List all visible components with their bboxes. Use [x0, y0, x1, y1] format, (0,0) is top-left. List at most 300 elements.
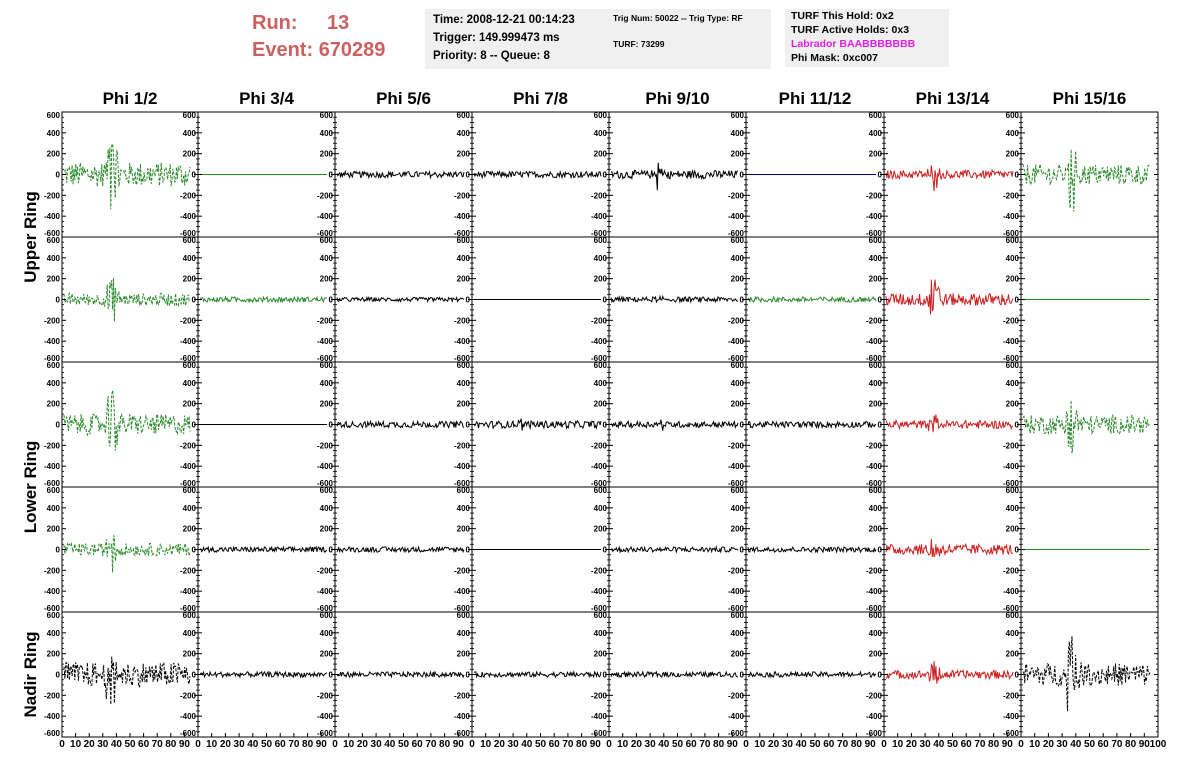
y-tick-label: 400: [182, 378, 196, 388]
y-tick-label: -200: [727, 316, 744, 326]
time-text: Time: 2008-12-21 00:14:23: [433, 14, 575, 26]
x-tick-label: 80: [1125, 739, 1137, 750]
x-tick-label: 10: [206, 739, 218, 750]
y-tick-label: 200: [456, 274, 470, 284]
waveform-trace: [748, 672, 876, 677]
y-tick-label: -200: [590, 691, 607, 701]
column-title: Phi 15/16: [1052, 89, 1127, 108]
y-tick-label: -600: [590, 354, 607, 363]
y-tick-label: -600: [179, 479, 196, 488]
y-tick-label: -600: [590, 229, 607, 238]
x-tick-label: 70: [837, 739, 849, 750]
waveform-trace: [474, 171, 601, 177]
y-tick-label: 600: [319, 236, 333, 245]
y-tick-label: 0: [877, 670, 882, 680]
y-tick-label: 400: [1005, 503, 1019, 513]
x-tick-label: 10: [70, 739, 82, 750]
y-tick-label: 0: [739, 545, 744, 555]
y-tick-label: 600: [868, 486, 882, 495]
column-title: Phi 3/4: [239, 89, 294, 108]
x-tick-label: 20: [905, 739, 917, 750]
y-tick-label: 400: [1005, 628, 1019, 638]
waveform-trace: [1023, 149, 1150, 211]
y-tick-label: -400: [1002, 337, 1019, 347]
y-tick-label: 200: [730, 524, 744, 534]
y-tick-label: -400: [316, 587, 333, 597]
y-tick-label: 400: [868, 628, 882, 638]
y-tick-label: 400: [46, 128, 60, 138]
y-tick-label: -400: [865, 337, 882, 347]
waveform-trace: [337, 672, 464, 677]
y-tick-label: 0: [602, 420, 607, 430]
x-tick-label: 70: [974, 739, 986, 750]
y-tick-label: 400: [456, 128, 470, 138]
y-tick-label: -600: [727, 604, 744, 613]
x-tick-label: 0: [743, 739, 749, 750]
waveform-trace: [886, 415, 1013, 433]
y-tick-label: 0: [1014, 670, 1019, 680]
y-tick-label: 200: [46, 274, 60, 284]
y-tick-label: 600: [319, 486, 333, 495]
y-tick-label: 200: [46, 399, 60, 409]
waveform-trace: [474, 672, 601, 677]
x-tick-label: 70: [562, 739, 574, 750]
y-tick-label: 400: [46, 628, 60, 638]
waveform-trace: [1023, 400, 1150, 453]
y-tick-label: 400: [182, 628, 196, 638]
y-tick-label: -200: [453, 566, 470, 576]
x-tick-label: 60: [274, 739, 286, 750]
waveform-trace: [64, 390, 190, 450]
x-tick-label: 60: [548, 739, 560, 750]
y-tick-label: 0: [877, 295, 882, 305]
y-tick-label: -600: [1002, 604, 1019, 613]
y-tick-label: -200: [316, 566, 333, 576]
y-tick-label: 400: [593, 378, 607, 388]
y-tick-label: 400: [868, 253, 882, 263]
y-tick-label: -200: [316, 441, 333, 451]
y-tick-label: 600: [46, 611, 60, 620]
y-tick-label: -200: [1002, 441, 1019, 451]
x-tick-label: 10: [480, 739, 492, 750]
y-tick-label: 400: [46, 503, 60, 513]
y-tick-label: 0: [191, 420, 196, 430]
y-tick-label: -600: [590, 604, 607, 613]
y-tick-label: 0: [55, 670, 60, 680]
y-tick-label: -400: [43, 587, 60, 597]
y-tick-label: -400: [179, 462, 196, 472]
y-tick-label: 600: [593, 111, 607, 120]
y-tick-label: -600: [453, 354, 470, 363]
y-tick-label: -400: [179, 212, 196, 222]
y-tick-label: -400: [43, 212, 60, 222]
y-tick-label: 600: [46, 236, 60, 245]
y-tick-label: 200: [46, 524, 60, 534]
y-tick-label: 600: [730, 111, 744, 120]
y-tick-label: 0: [328, 545, 333, 555]
waveform-trace: [1023, 636, 1150, 711]
x-tick-label: 90: [589, 739, 601, 750]
y-tick-label: 600: [456, 236, 470, 245]
column-title: Phi 1/2: [102, 89, 158, 108]
y-tick-label: -200: [453, 441, 470, 451]
column-title: Phi 13/14: [915, 89, 990, 108]
y-tick-label: -200: [316, 191, 333, 201]
y-tick-label: 0: [739, 170, 744, 180]
y-tick-label: 600: [868, 236, 882, 245]
y-tick-label: 200: [868, 649, 882, 659]
waveform-trace: [337, 171, 464, 177]
x-tick-label: 20: [630, 739, 642, 750]
y-tick-label: 600: [868, 361, 882, 370]
y-tick-label: 200: [730, 149, 744, 159]
y-tick-label: 0: [465, 170, 470, 180]
y-tick-label: -200: [590, 316, 607, 326]
y-tick-label: -400: [316, 337, 333, 347]
x-tick-label: 40: [384, 739, 396, 750]
x-tick-label: 20: [768, 739, 780, 750]
x-tick-label: 60: [138, 739, 150, 750]
waveform-trace: [611, 672, 738, 677]
x-tick-label: 60: [960, 739, 972, 750]
y-tick-label: -600: [453, 479, 470, 488]
waveform-trace: [64, 535, 190, 572]
y-tick-label: -400: [1002, 212, 1019, 222]
y-tick-label: 200: [182, 149, 196, 159]
y-tick-label: 600: [730, 611, 744, 620]
y-tick-label: 0: [1014, 420, 1019, 430]
x-tick-label: 70: [425, 739, 437, 750]
turf-this-hold-text: TURF This Hold: 0x2: [791, 10, 894, 22]
y-tick-label: -400: [453, 462, 470, 472]
y-tick-label: 400: [730, 628, 744, 638]
y-tick-label: 0: [602, 170, 607, 180]
x-tick-label: 30: [781, 739, 793, 750]
x-tick-label: 10: [1029, 739, 1041, 750]
y-tick-label: -200: [453, 691, 470, 701]
x-tick-label: 10: [343, 739, 355, 750]
y-tick-label: -600: [727, 354, 744, 363]
y-tick-label: 200: [730, 399, 744, 409]
x-tick-label: 70: [1111, 739, 1123, 750]
y-tick-label: -600: [179, 729, 196, 738]
y-tick-label: -400: [590, 462, 607, 472]
y-tick-label: 200: [46, 649, 60, 659]
x-tick-label: 30: [507, 739, 519, 750]
turf-text: TURF: 73299: [613, 39, 665, 49]
y-tick-label: -400: [727, 212, 744, 222]
waveform-trace: [748, 547, 876, 552]
x-tick-label: 50: [1083, 739, 1096, 750]
y-tick-label: 200: [593, 399, 607, 409]
y-tick-label: 200: [182, 399, 196, 409]
y-tick-label: -200: [179, 441, 196, 451]
y-tick-label: 200: [456, 149, 470, 159]
x-tick-label: 20: [493, 739, 505, 750]
y-tick-label: 0: [602, 545, 607, 555]
y-tick-label: 200: [1005, 524, 1019, 534]
y-tick-label: 600: [319, 611, 333, 620]
y-tick-label: -400: [316, 712, 333, 722]
y-tick-label: -200: [43, 566, 60, 576]
y-tick-label: 600: [868, 111, 882, 120]
y-tick-label: 600: [182, 361, 196, 370]
y-tick-label: 600: [182, 236, 196, 245]
y-tick-label: 400: [730, 253, 744, 263]
y-tick-label: 0: [1014, 295, 1019, 305]
waveform-trace: [337, 297, 464, 301]
y-tick-label: -200: [865, 191, 882, 201]
y-tick-label: -400: [590, 587, 607, 597]
y-tick-label: -600: [865, 354, 882, 363]
turf-active-holds-text: TURF Active Holds: 0x3: [791, 24, 910, 36]
y-tick-label: 0: [739, 295, 744, 305]
y-tick-label: 600: [1005, 486, 1019, 495]
y-tick-label: -200: [453, 316, 470, 326]
y-tick-label: 0: [191, 295, 196, 305]
x-tick-label: 50: [124, 739, 136, 750]
x-tick-label: 30: [97, 739, 109, 750]
y-tick-label: 200: [1005, 649, 1019, 659]
y-tick-label: -200: [865, 316, 882, 326]
y-tick-label: -200: [43, 316, 60, 326]
x-tick-label: 50: [671, 739, 684, 750]
y-tick-label: -600: [316, 229, 333, 238]
y-tick-label: 400: [593, 128, 607, 138]
y-tick-label: 0: [877, 545, 882, 555]
y-tick-label: 0: [55, 420, 60, 430]
y-tick-label: -400: [865, 462, 882, 472]
y-tick-label: -400: [590, 712, 607, 722]
y-tick-label: -200: [865, 691, 882, 701]
y-tick-label: 0: [328, 295, 333, 305]
y-tick-label: 600: [456, 486, 470, 495]
y-tick-label: -600: [179, 604, 196, 613]
x-tick-label: 40: [521, 739, 533, 750]
run-value: 13: [327, 12, 350, 34]
x-tick-label: 90: [452, 739, 464, 750]
y-tick-label: 600: [730, 486, 744, 495]
y-tick-label: 400: [1005, 378, 1019, 388]
y-tick-label: 400: [456, 253, 470, 263]
x-tick-label: 40: [658, 739, 670, 750]
y-tick-label: -600: [179, 229, 196, 238]
row-title: Nadir Ring: [21, 631, 40, 718]
y-tick-label: -600: [865, 229, 882, 238]
y-tick-label: 200: [868, 274, 882, 284]
y-tick-label: -400: [43, 462, 60, 472]
x-tick-label: 40: [110, 739, 122, 750]
y-tick-label: -600: [590, 729, 607, 738]
y-tick-label: 400: [868, 378, 882, 388]
y-tick-label: -200: [590, 441, 607, 451]
y-tick-label: 600: [868, 611, 882, 620]
y-tick-label: 200: [593, 649, 607, 659]
waveform-trace: [64, 278, 190, 322]
y-tick-label: -200: [590, 191, 607, 201]
x-tick-label: 40: [1070, 739, 1082, 750]
x-tick-label: 60: [411, 739, 423, 750]
y-tick-label: 200: [593, 274, 607, 284]
x-tick-label: 0: [1018, 739, 1024, 750]
x-tick-label: 90: [1138, 739, 1150, 750]
y-tick-label: -600: [43, 604, 60, 613]
x-tick-label: 70: [699, 739, 711, 750]
y-tick-label: -600: [1002, 354, 1019, 363]
y-tick-label: -600: [727, 729, 744, 738]
y-tick-label: 400: [456, 628, 470, 638]
x-tick-label: 30: [919, 739, 931, 750]
x-tick-label: 70: [288, 739, 300, 750]
trigger-text: Trigger: 149.999473 ms: [433, 32, 560, 44]
x-tick-label: 40: [795, 739, 807, 750]
x-tick-label: 90: [864, 739, 876, 750]
y-tick-label: 200: [456, 649, 470, 659]
y-tick-label: 200: [868, 149, 882, 159]
y-tick-label: -200: [727, 566, 744, 576]
y-tick-label: 0: [191, 545, 196, 555]
x-tick-label: 10: [892, 739, 904, 750]
y-tick-label: -600: [316, 729, 333, 738]
y-tick-label: 600: [593, 486, 607, 495]
y-tick-label: 600: [46, 111, 60, 120]
y-tick-label: 0: [602, 670, 607, 680]
x-tick-label: 20: [83, 739, 95, 750]
y-tick-label: -200: [453, 191, 470, 201]
y-tick-label: -600: [865, 479, 882, 488]
y-tick-label: 200: [868, 524, 882, 534]
x-tick-label: 90: [726, 739, 738, 750]
y-tick-label: -600: [43, 229, 60, 238]
y-tick-label: 0: [739, 670, 744, 680]
phi-mask-text: Phi Mask: 0xc007: [791, 52, 878, 64]
y-tick-label: -400: [727, 337, 744, 347]
y-tick-label: 600: [46, 486, 60, 495]
y-tick-label: -600: [316, 354, 333, 363]
waveform-trace: [748, 297, 876, 302]
waveform-trace: [748, 421, 876, 427]
priority-text: Priority: 8 -- Queue: 8: [433, 50, 550, 62]
y-tick-label: -200: [590, 566, 607, 576]
y-tick-label: -400: [316, 212, 333, 222]
column-title: Phi 5/6: [376, 89, 431, 108]
y-tick-label: -200: [727, 191, 744, 201]
panel-frame: [198, 237, 335, 362]
y-tick-label: -400: [727, 462, 744, 472]
y-tick-label: -200: [179, 691, 196, 701]
y-tick-label: 0: [55, 170, 60, 180]
x-tick-label: 80: [713, 739, 725, 750]
waveform-trace: [611, 163, 738, 190]
y-tick-label: 400: [1005, 253, 1019, 263]
x-tick-label: 80: [302, 739, 314, 750]
y-tick-label: 600: [1005, 611, 1019, 620]
y-tick-label: 200: [1005, 274, 1019, 284]
y-tick-label: 400: [182, 503, 196, 513]
x-tick-label: 90: [178, 739, 190, 750]
x-tick-label: 10: [754, 739, 766, 750]
y-tick-label: -600: [43, 354, 60, 363]
y-tick-label: -600: [453, 229, 470, 238]
y-tick-label: -200: [43, 441, 60, 451]
y-tick-label: -200: [865, 566, 882, 576]
y-tick-label: -600: [43, 729, 60, 738]
waveform-trace: [611, 296, 738, 302]
y-tick-label: -400: [590, 212, 607, 222]
waveform-trace: [337, 547, 464, 552]
y-tick-label: 0: [191, 670, 196, 680]
y-tick-label: -200: [43, 191, 60, 201]
y-tick-label: 600: [1005, 236, 1019, 245]
y-tick-label: 200: [1005, 149, 1019, 159]
y-tick-label: 600: [1005, 361, 1019, 370]
y-tick-label: 0: [602, 295, 607, 305]
y-tick-label: 600: [730, 361, 744, 370]
x-tick-label: 90: [315, 739, 327, 750]
y-tick-label: 400: [319, 628, 333, 638]
y-tick-label: 200: [319, 274, 333, 284]
y-tick-label: 600: [182, 111, 196, 120]
y-tick-label: -400: [453, 337, 470, 347]
y-tick-label: -400: [1002, 462, 1019, 472]
panel-frame: [62, 612, 198, 737]
x-tick-label: 20: [1042, 739, 1054, 750]
y-tick-label: -200: [727, 691, 744, 701]
y-tick-label: 600: [730, 236, 744, 245]
y-tick-label: 0: [877, 170, 882, 180]
waveform-trace: [64, 144, 190, 209]
y-tick-label: -200: [1002, 316, 1019, 326]
waveform-trace: [200, 297, 327, 302]
y-tick-label: 200: [1005, 399, 1019, 409]
y-tick-label: -600: [1002, 479, 1019, 488]
y-tick-label: -200: [1002, 691, 1019, 701]
x-tick-label: 30: [233, 739, 245, 750]
y-tick-label: -400: [179, 337, 196, 347]
y-tick-label: 0: [55, 545, 60, 555]
y-tick-label: 600: [456, 361, 470, 370]
y-tick-label: -200: [179, 191, 196, 201]
y-tick-label: 0: [328, 670, 333, 680]
y-tick-label: 0: [55, 295, 60, 305]
y-tick-label: 600: [593, 611, 607, 620]
y-tick-label: 600: [319, 111, 333, 120]
y-tick-label: 200: [182, 274, 196, 284]
x-tick-label: 80: [576, 739, 588, 750]
y-tick-label: 0: [191, 170, 196, 180]
y-tick-label: -200: [179, 566, 196, 576]
y-tick-label: 400: [730, 503, 744, 513]
y-tick-label: 400: [868, 128, 882, 138]
x-tick-label: 80: [439, 739, 451, 750]
x-tick-label: 70: [151, 739, 163, 750]
waveform-trace: [474, 419, 601, 431]
x-tick-label: 0: [59, 739, 65, 750]
y-tick-label: -600: [727, 479, 744, 488]
y-tick-label: 0: [465, 670, 470, 680]
y-tick-label: -400: [865, 587, 882, 597]
x-tick-label: 50: [397, 739, 410, 750]
waveform-trace: [886, 539, 1013, 557]
y-tick-label: 200: [730, 274, 744, 284]
column-title: Phi 9/10: [645, 89, 710, 108]
y-tick-label: -200: [316, 316, 333, 326]
y-tick-label: 200: [593, 149, 607, 159]
y-tick-label: -400: [1002, 712, 1019, 722]
y-tick-label: -400: [1002, 587, 1019, 597]
waveform-trace: [886, 165, 1013, 191]
y-tick-label: -400: [727, 712, 744, 722]
